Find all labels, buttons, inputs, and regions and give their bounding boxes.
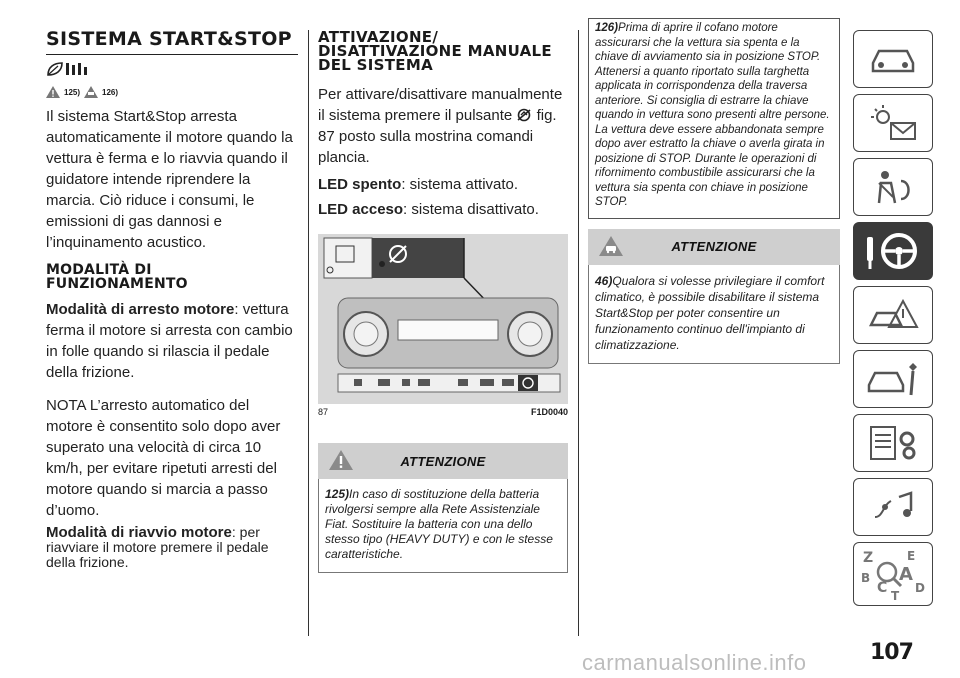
warning-car-icon <box>84 86 98 98</box>
alphabet-index-icon <box>857 546 929 602</box>
manual-text-a: Per attivare/disattivare manualmente il sistema premere il pulsante <box>318 86 563 124</box>
led-off-label: LED spento <box>318 176 402 193</box>
index-letter-b: B <box>861 571 871 585</box>
led-off-line <box>318 174 568 195</box>
warning-number: 46) <box>595 273 613 288</box>
manual-paragraph <box>318 84 568 168</box>
tab-multimedia[interactable] <box>853 478 933 536</box>
ref-125: 125) <box>64 87 81 97</box>
intro-paragraph: Il sistema Start&Stop arresta automaticamente il motore quando la vettura è ferma e lo riavvia quando il guidatore intende riprendere la marcia. Ciò riduce i consumi, le emissioni di gas dannosi e l’inquinamento acustico. <box>46 108 293 251</box>
warning-refs <box>46 86 298 98</box>
stop-mode-label: Modalità di arresto motore <box>46 301 235 318</box>
section-title-modes: MODALITÀ DI FUNZIONAMENTO <box>46 262 188 292</box>
key-steering-wheel-icon <box>861 229 925 273</box>
section-title-manual: ATTIVAZIONE/ DISATTIVAZIONE MANUALE DEL SISTEMA <box>318 28 552 74</box>
warning-body <box>318 479 568 573</box>
restart-mode-paragraph <box>46 525 298 570</box>
warning-header-label: ATTENZIONE <box>671 239 757 254</box>
chapter-sidebar <box>853 30 933 612</box>
index-letter-t: T <box>891 589 900 602</box>
warning-text: Qualora si volesse privilegiare il comfort climatico, è possibile disabilitare il sistema Start&Stop per poter consentire un funzionamento continuo dell'impianto di climatizzazione. <box>595 273 825 352</box>
warning-header <box>588 229 840 265</box>
tab-alphabetical-index[interactable] <box>853 542 933 606</box>
tab-safety[interactable] <box>853 158 933 216</box>
ref-126: 126) <box>102 87 119 97</box>
warning-box-125 <box>318 443 568 573</box>
warning-header <box>318 443 568 479</box>
led-on-label: LED acceso <box>318 201 404 218</box>
warning-body <box>588 265 840 364</box>
watermark: carmanualsonline.info <box>582 650 807 675</box>
warning-box-46 <box>588 229 840 364</box>
stop-mode-text: : vettura ferma il motore si arresta con cambio in folle quando si rilascia il pedale della frizione. <box>46 301 293 381</box>
page-number: 107 <box>870 640 913 665</box>
specs-gears-icon <box>865 423 921 463</box>
multimedia-icon <box>865 487 921 527</box>
restart-mode-label: Modalità di riavvio motore <box>46 524 232 541</box>
car-wrench-icon <box>865 359 921 399</box>
seatbelt-airbag-icon <box>865 167 921 207</box>
index-letter-e: E <box>907 549 916 563</box>
column-notes <box>588 18 840 364</box>
warning-car-icon <box>598 235 624 257</box>
nota-paragraph: NOTA L’arresto automatico del motore è consentito solo dopo aver superato una velocità di circa 10 km/h, per evitare ripetuti arresti del motore quando si marcia a passo d’uomo. <box>46 397 281 519</box>
column-manual-activation <box>318 30 568 573</box>
index-letter-d: D <box>915 581 925 595</box>
index-letter-a: A <box>899 564 913 585</box>
start-stop-button-icon <box>516 108 532 122</box>
note-number: 126) <box>595 22 619 34</box>
car-crash-warning-icon <box>865 295 921 335</box>
figure-code: F1D0040 <box>530 407 568 417</box>
restart-mode-text: : per riavviare il motore premere il pedale della frizione. <box>46 524 269 570</box>
note-text: Prima di aprire il cofano motore assicurarsi che la vettura sia spenta e la chiave di avviamento sia in posizione STOP. Attenersi a quanto riportato sulla targhetta applicata in corrispondenza della traversa anteriore. Si consiglia di estrarre la chiave quando in vettura sono presenti altre persone. La vettura deve essere abbandonata sempre dopo aver estratto la chiave o averla girata in posizione di STOP. Durante le operazioni di rifornimento combustibile assicurarsi che la vettura sia spenta con chiave in posizione STOP. <box>595 22 830 208</box>
figure-caption <box>318 407 568 417</box>
index-letter-c: C <box>877 580 888 596</box>
manual-text-b: fig. 87 posto sulla mostrina comandi plancia. <box>318 107 557 166</box>
column-divider <box>308 30 309 636</box>
column-start-stop <box>46 30 298 570</box>
tab-emergency[interactable] <box>853 286 933 344</box>
tab-starting-driving[interactable] <box>853 222 933 280</box>
index-letter-z: Z <box>863 550 874 566</box>
figure-87-dashboard <box>318 234 568 404</box>
tab-dashboard[interactable] <box>853 94 933 152</box>
led-on-text: : sistema disattivato. <box>403 201 539 218</box>
warning-header-label: ATTENZIONE <box>400 453 486 469</box>
lights-envelope-icon <box>865 103 921 143</box>
tab-getting-to-know-car[interactable] <box>853 30 933 88</box>
stop-mode-paragraph <box>46 299 298 383</box>
tab-maintenance[interactable] <box>853 350 933 408</box>
warning-text: In caso di sostituzione della batteria rivolgersi sempre alla Rete Assistenziale Fiat. Sostituire la batteria con una dello stesso tipo (HEAVY DUTY) e con le stesse caratteristiche. <box>325 487 553 561</box>
eco-leaf-icon <box>46 61 298 82</box>
led-on-line <box>318 199 568 220</box>
warning-triangle-icon <box>46 86 60 98</box>
column-divider <box>578 30 579 636</box>
car-front-icon <box>865 41 921 77</box>
tab-technical-data[interactable] <box>853 414 933 472</box>
warning-triangle-icon <box>328 449 354 471</box>
section-title-start-stop: SISTEMA START&STOP <box>46 30 298 55</box>
figure-number: 87 <box>318 407 329 417</box>
warning-number: 125) <box>325 487 350 501</box>
led-off-text: : sistema attivato. <box>401 176 519 193</box>
note-126 <box>588 18 840 219</box>
